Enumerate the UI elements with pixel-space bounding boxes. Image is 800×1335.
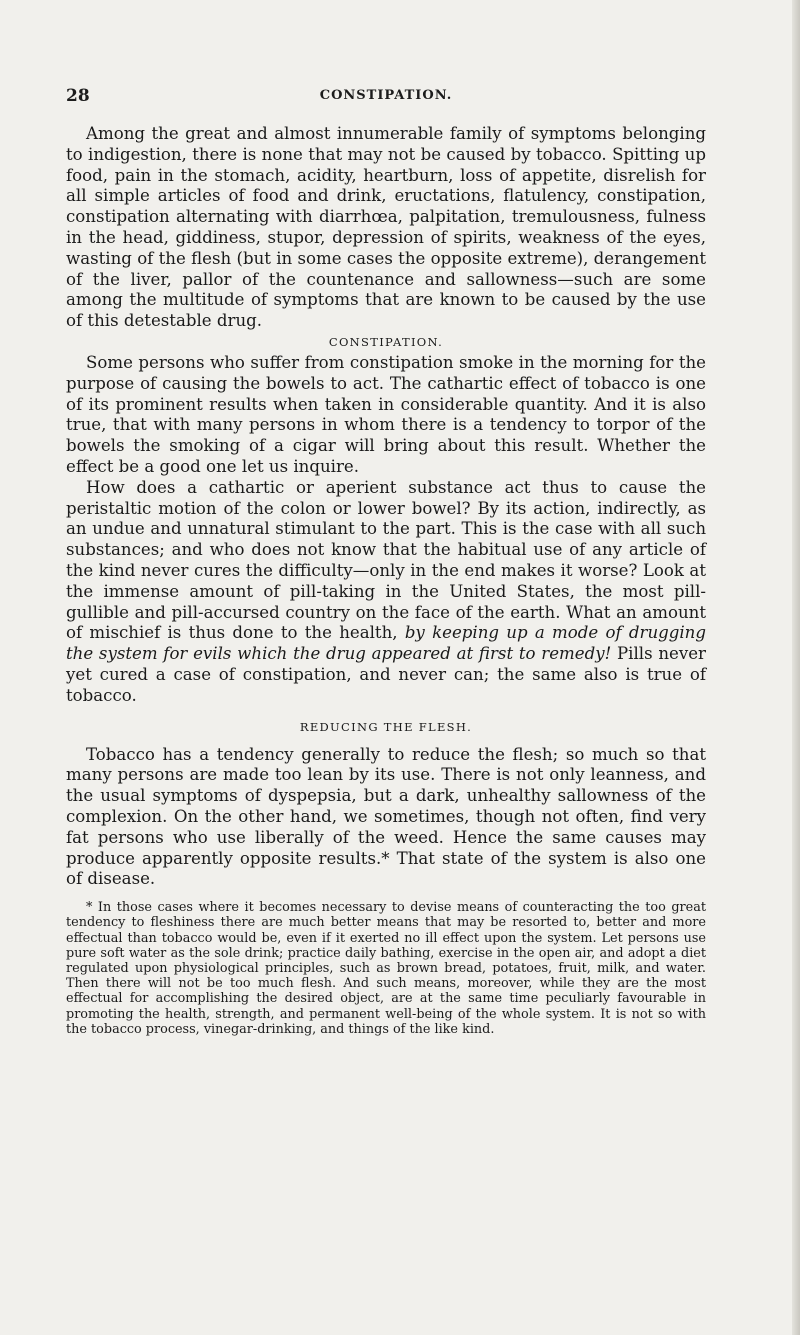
running-head: CONSTIPATION.: [319, 88, 453, 103]
paragraph-morning-smoke: Some persons who suffer from constipation smoke in the morning for the purpose of causing the bowels to act. The cathartic effect of tobacco is one of its prominent results when taken in considerable quantity. And it is also true, that with many persons in whom there is a tendency to torpor of the bowels the smoking of a cigar will bring about this result. Whether the effect be a good one let us inquire.: [66, 352, 706, 476]
footnote: * In those cases where it becomes necessary to devise means of counteracting the too great tendency to fleshiness there are much better means that may be resorted to, better and more effectual than tobacco would be, even if it exerted no ill effect upon the system. Let persons use pure soft water as the sole drink; practice daily bathing, exercise in the open air, and adopt a diet regulated upon physiological principles, such as brown bread, potatoes, fruit, milk, and water. Then there will not be too much flesh. And such means, moreover, while they are the most effectual for accomplishing the desired object, are at the same time peculiarly favourable in promoting the health, strength, and permanent well-being of the whole system. It is not so with the tobacco process, vinegar-drinking, and things of the like kind.: [66, 900, 706, 1037]
paragraph-symptoms: Among the great and almost innumerable family of symptoms belonging to indigestion, there is none that may not be caused by tobacco. Spitting up food, pain in the stomach, acidity, heartburn, loss of appetite, disrelish for all simple articles of food and drink, eructations, flatulency, constipation, constipation alternating with diarrhœa, palpitation, tremulousness, fulness in the head, giddiness, stupor, depression of spirits, weakness of the eyes, wasting of the flesh (but in some cases the opposite extreme), derangement of the liver, pallor of the countenance and sallowness—such are some among the multitude of symptoms that are known to be caused by the use of this detestable drug.: [66, 124, 706, 331]
cathartic-italic-text: by keeping up a mode of drugging the system for evils which the drug appeared at first to remedy!: [66, 623, 706, 664]
cathartic-text-start: How does a cathartic or aperient substance act thus to cause the peristaltic motion of the colon or lower bowel? By its action, indirectly, as an undue and unnatural stimulant to the part. This is the case with all such substances; and who does not know that the habitual use of any article of the kind never cures the difficulty—only in the end makes it worse? Look at the immense amount of pill-taking in the United States, the most pill-gullible and pill-accursed country on the face of the earth. What an amount of mischief is thus done to the health,: [66, 477, 706, 643]
page-header: [66, 86, 706, 110]
page-number: 28: [66, 86, 90, 106]
page-edge: [792, 0, 800, 1335]
cathartic-text-end: Pills never yet cured a case of constipation, and never can; the same also is true of tobacco.: [66, 644, 706, 705]
paragraph-cathartic: [66, 478, 706, 707]
section-heading-reducing-flesh: REDUCING THE FLESH.: [299, 719, 473, 734]
paragraph-reducing-flesh: Tobacco has a tendency generally to reduce the flesh; so much so that many persons are made too lean by its use. There is not only leanness, and the usual symptoms of dyspepsia, but a dark, unhealthy sallowness of the complexion. On the other hand, we sometimes, though not often, find very fat persons who use liberally of the weed. Hence the same causes may produce apparently opposite results.* That state of the system is also one of disease.: [66, 744, 706, 889]
body-text: [66, 124, 706, 1050]
section-heading-constipation: CONSTIPATION.: [328, 334, 444, 349]
